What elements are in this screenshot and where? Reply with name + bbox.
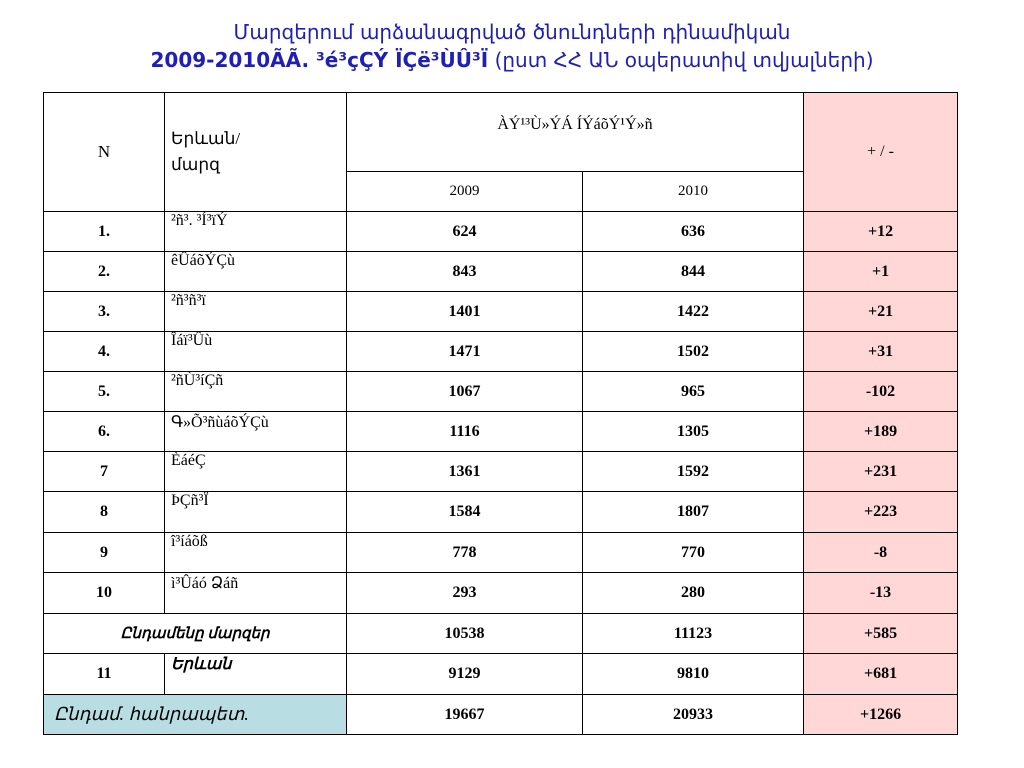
table-row [44, 372, 958, 412]
row-number: 9 [44, 533, 165, 573]
header-year-2009: 2009 [347, 172, 583, 212]
row-2010: 636 [583, 212, 804, 252]
total-diff: +1266 [804, 695, 958, 735]
row-number: 7 [44, 452, 165, 492]
row-2010: 965 [583, 372, 804, 412]
row-diff: -8 [804, 533, 958, 573]
header-region-line1: Երևան/ [171, 129, 241, 148]
row-diff: +31 [804, 332, 958, 372]
total-2010: 20933 [583, 695, 804, 735]
row-region: ÈáéÇ [165, 452, 347, 492]
row-diff: -102 [804, 372, 958, 412]
row-2010: 1592 [583, 452, 804, 492]
row-2010: 280 [583, 573, 804, 614]
yerevan-diff: +681 [804, 654, 958, 695]
row-2010: 844 [583, 252, 804, 292]
row-2009: 293 [347, 573, 583, 614]
births-table [43, 92, 958, 735]
header-region-line2: մարզ [171, 155, 220, 174]
title-block [0, 18, 1024, 74]
header-region [165, 93, 347, 212]
row-2009: 1067 [347, 372, 583, 412]
header-year-2010: 2010 [583, 172, 804, 212]
yerevan-region: Երևան [165, 654, 347, 695]
row-number: 3. [44, 292, 165, 332]
table-row [44, 332, 958, 372]
row-diff: +1 [804, 252, 958, 292]
row-region: ÞÇñ³Ï [165, 492, 347, 533]
header-births: ÀÝ¹³Ù»ÝÁ ÍÝáõÝ¹Ý»ñ [347, 93, 804, 172]
row-2010: 1305 [583, 412, 804, 452]
total-row [44, 695, 958, 735]
header-n: N [44, 93, 165, 212]
row-2009: 1401 [347, 292, 583, 332]
row-region: ²ñÙ³íÇñ [165, 372, 347, 412]
yerevan-2009: 9129 [347, 654, 583, 695]
row-2010: 1807 [583, 492, 804, 533]
row-2009: 843 [347, 252, 583, 292]
yerevan-number: 11 [44, 654, 165, 695]
row-diff: +21 [804, 292, 958, 332]
row-number: 4. [44, 332, 165, 372]
row-region: Îáï³Ûù [165, 332, 347, 372]
row-2009: 1584 [347, 492, 583, 533]
row-diff: +231 [804, 452, 958, 492]
row-2009: 624 [347, 212, 583, 252]
subtotal-2010: 11123 [583, 614, 804, 654]
row-2009: 778 [347, 533, 583, 573]
row-2009: 1361 [347, 452, 583, 492]
total-2009: 19667 [347, 695, 583, 735]
table-row [44, 252, 958, 292]
table-row [44, 292, 958, 332]
subtotal-label: Ընդամենը մարզեր [44, 614, 347, 654]
table-row [44, 412, 958, 452]
row-region: Գ»Õ³ñùáõÝÇù [165, 412, 347, 452]
subtotal-2009: 10538 [347, 614, 583, 654]
row-2009: 1116 [347, 412, 583, 452]
row-number: 8 [44, 492, 165, 533]
row-region: î³íáõß [165, 533, 347, 573]
table-row [44, 212, 958, 252]
subtotal-diff: +585 [804, 614, 958, 654]
row-number: 2. [44, 252, 165, 292]
yerevan-row [44, 654, 958, 695]
row-diff: +189 [804, 412, 958, 452]
row-2010: 1502 [583, 332, 804, 372]
row-diff: +223 [804, 492, 958, 533]
row-region: ì³Ûáó Ձáñ [165, 573, 347, 614]
header-change: + / - [804, 93, 958, 212]
row-number: 5. [44, 372, 165, 412]
title-line-2-bold: 2009-2010ÃÃ. ³é³çÇÝ ÏÇë³ÙÛ³Ï [150, 48, 489, 72]
row-region: êÛáõÝÇù [165, 252, 347, 292]
row-region: ²ñ³ñ³ï [165, 292, 347, 332]
row-2009: 1471 [347, 332, 583, 372]
table-row [44, 533, 958, 573]
table-row [44, 573, 958, 614]
row-number: 1. [44, 212, 165, 252]
row-number: 10 [44, 573, 165, 614]
row-number: 6. [44, 412, 165, 452]
yerevan-2010: 9810 [583, 654, 804, 695]
row-diff: -13 [804, 573, 958, 614]
row-region: ²ñ³. ³Í³ïÝ [165, 212, 347, 252]
title-line-2 [0, 46, 1024, 74]
table-row [44, 492, 958, 533]
total-label: Ընդամ. հանրապետ. [44, 695, 347, 735]
table-row [44, 452, 958, 492]
row-2010: 1422 [583, 292, 804, 332]
header-row [44, 93, 958, 172]
title-line-1: Մարզերում արձանագրված ծնունդների դինամիկան [233, 20, 791, 44]
row-diff: +12 [804, 212, 958, 252]
subtotal-row [44, 614, 958, 654]
row-2010: 770 [583, 533, 804, 573]
title-line-2-rest: (ըստ ՀՀ ԱՆ օպերատիվ տվյալների) [488, 48, 874, 72]
